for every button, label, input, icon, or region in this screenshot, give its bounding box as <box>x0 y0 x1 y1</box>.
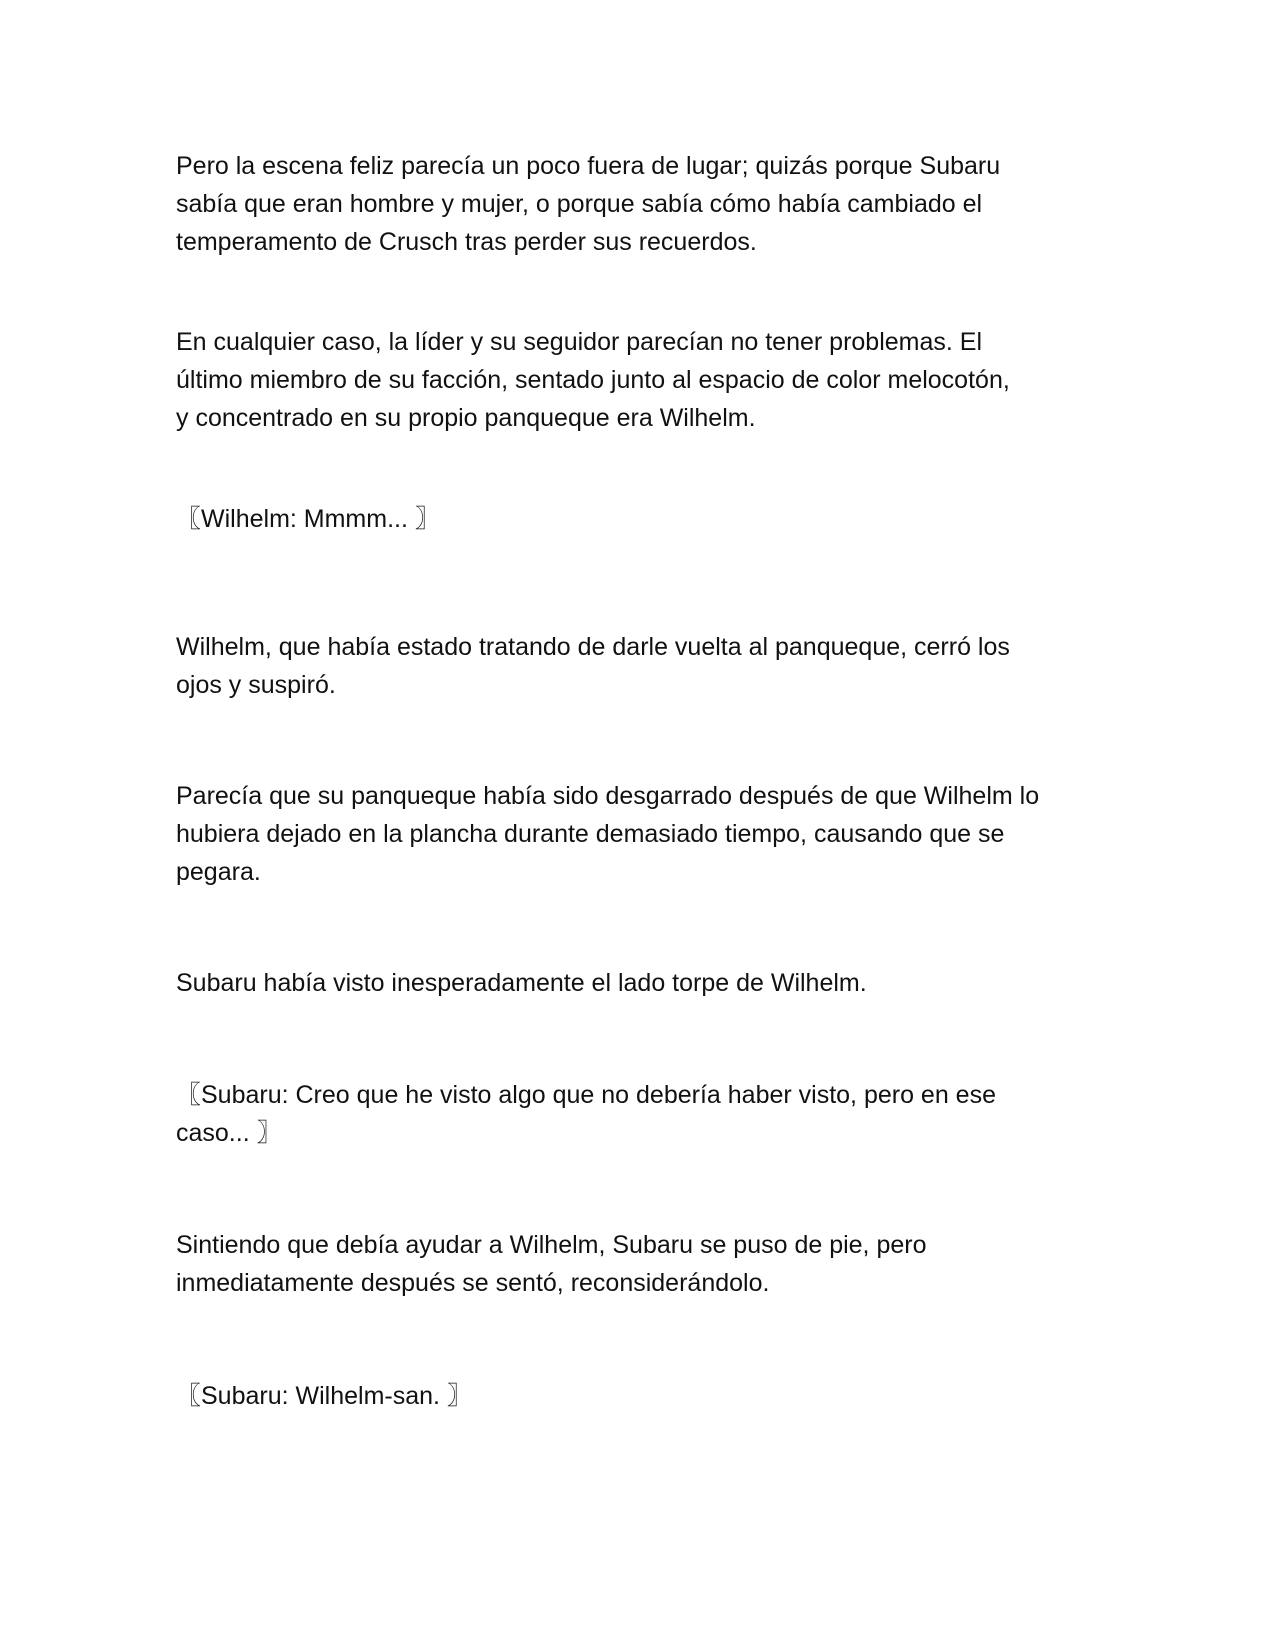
text-line: y concentrado en su propio panqueque era Wilhelm. <box>176 404 756 432</box>
dialogue-line <box>176 1076 1096 1152</box>
text-line: pegara. <box>176 858 261 886</box>
dialogue-line <box>176 500 1096 538</box>
narration-paragraph <box>176 1226 1096 1302</box>
text-line: Wilhelm, que había estado tratando de darle vuelta al panqueque, cerró los <box>176 633 1010 661</box>
dialogue-line <box>176 1377 1096 1415</box>
narration-paragraph <box>176 777 1096 891</box>
text-line: 〖Subaru: Wilhelm-san. 〗 <box>176 1382 472 1410</box>
narration-paragraph <box>176 147 1096 261</box>
text-line: Parecía que su panqueque había sido desgarrado después de que Wilhelm lo <box>176 782 1040 810</box>
text-line: temperamento de Crusch tras perder sus recuerdos. <box>176 228 757 256</box>
narration-paragraph <box>176 323 1096 437</box>
text-line: En cualquier caso, la líder y su seguidor parecían no tener problemas. El <box>176 328 983 356</box>
text-line: Sintiendo que debía ayudar a Wilhelm, Subaru se puso de pie, pero <box>176 1231 927 1259</box>
text-line: Subaru había visto inesperadamente el lado torpe de Wilhelm. <box>176 969 867 997</box>
text-line: 〖Subaru: Creo que he visto algo que no debería haber visto, pero en ese <box>176 1081 996 1109</box>
text-line: ojos y suspiró. <box>176 671 336 699</box>
text-line: hubiera dejado en la plancha durante demasiado tiempo, causando que se <box>176 820 1005 848</box>
text-line: inmediatamente después se sentó, reconsiderándolo. <box>176 1269 770 1297</box>
narration-paragraph <box>176 964 1096 1002</box>
text-line: Pero la escena feliz parecía un poco fuera de lugar; quizás porque Subaru <box>176 152 1001 180</box>
narration-paragraph <box>176 628 1096 704</box>
text-line: sabía que eran hombre y mujer, o porque sabía cómo había cambiado el <box>176 190 983 218</box>
text-line: último miembro de su facción, sentado junto al espacio de color melocotón, <box>176 366 1010 394</box>
text-line: caso... 〗 <box>176 1119 282 1147</box>
text-line: 〖Wilhelm: Mmmm... 〗 <box>176 505 440 533</box>
